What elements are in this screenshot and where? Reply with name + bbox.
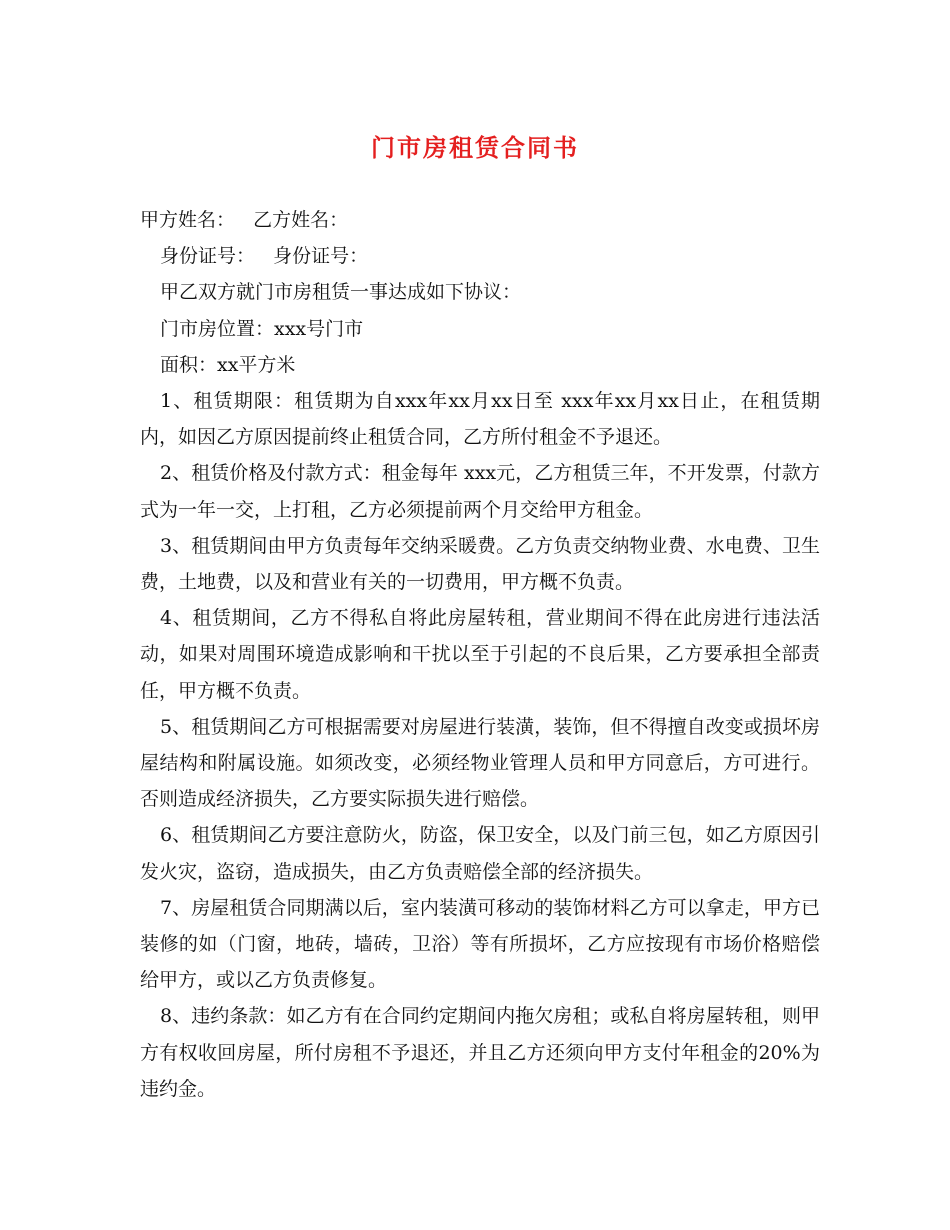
document-body [140,202,820,1107]
clause-7: 7、房屋租赁合同期满以后，室内装潢可移动的装饰材料乙方可以拿走，甲方已装修的如（门窗，地砖，墙砖，卫浴）等有所损坏，乙方应按现有市场价格赔偿给甲方，或以乙方负责修复。 [140,896,820,992]
parties-line: 甲方姓名： 乙方姓名： [140,209,349,231]
clause-4: 4、租赁期间，乙方不得私自将此房屋转租，营业期间不得在此房进行违法活动，如果对周围环境造成影响和干扰以至于引起的不良后果，乙方要承担全部责任，甲方概不负责。 [140,607,820,702]
clause-5: 5、租赁期间乙方可根据需要对房屋进行装潢，装饰，但不得擅自改变或损坏房屋结构和附属设施。如须改变，必须经物业管理人员和甲方同意后，方可进行。否则造成经济损失，乙方要实际损失进行赔偿。 [140,715,820,811]
id-number-line: 身份证号： 身份证号： [160,245,369,268]
clause-3: 3、租赁期间由甲方负责每年交纳采暖费。乙方负责交纳物业费、水电费、卫生费，土地费，以及和营业有关的一切费用，甲方概不负责。 [140,534,820,594]
intro-paragraph: 甲乙双方就门市房租赁一事达成如下协议： [160,281,522,304]
area-line: 面积：xx平方米 [160,353,296,376]
clause-6: 6、租赁期间乙方要注意防火，防盗，保卫安全，以及门前三包，如乙方原因引发火灾，盗窃，造成损失，由乙方负责赔偿全部的经济损失。 [140,824,820,883]
clause-2: 2、租赁价格及付款方式：租金每年 xxx元，乙方租赁三年，不开发票，付款方式为一年一交，上打租，乙方必须提前两个月交给甲方租金。 [140,462,820,521]
clause-8: 8、违约条款：如乙方有在合同约定期间内拖欠房租；或私自将房屋转租，则甲方有权收回房屋，所付房租不予退还，并且乙方还须向甲方支付年租金的20%为违约金。 [140,1005,820,1100]
document-title: 门市房租赁合同书 [371,133,579,162]
clause-1: 1、租赁期限：租赁期为自xxx年xx月xx日至 xxx年xx月xx日止，在租赁期内，如因乙方原因提前终止租赁合同，乙方所付租金不予退还。 [140,390,820,449]
location-line: 门市房位置：xxx号门市 [160,317,364,340]
